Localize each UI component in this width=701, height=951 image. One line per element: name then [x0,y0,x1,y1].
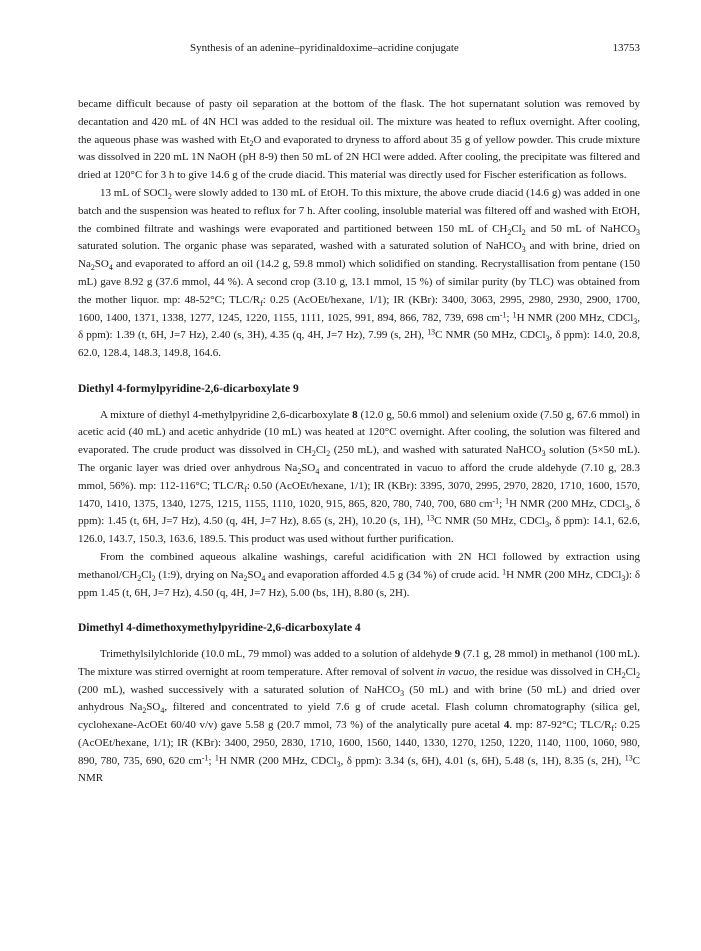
running-header [78,42,640,58]
paragraph-oxidation: A mixture of diethyl 4-methylpyridine 2,6-dicarboxylate 8 (12.0 g, 50.6 mmol) and selenium oxide (7.50 g, 67.6 mmol) in acetic acid (40 mL) and acetic anhydride (10 mL) was heated at 120°C overnight. After cooling, the solution was filtered and evaporated. The crude product was dissolved in $CH_2Cl_2$ (250 mL), and washed with saturated NaHCO$_3$ solution (5×50 mL). The organic layer was dried over anhydrous $Na_2SO_4$ and concentrated in vacuo to afford the crude aldehyde (7.10 g, 28.3 mmol, 56%). mp: 112-116°C; TLC/$R_f$: 0.50 (AcOEt/hexane, 1/1); IR (KBr): 3395, 3070, 2995, 2970, 2820, 1710, 1600, 1570, 1470, 1410, 1375, 1340, 1275, 1215, 1155, 1110, 1020, 915, 865, 820, 780, 740, 700, 680 $cm^{-1}$; $^1$H NMR (200 MHz, CDCl$_3$, δ ppm): 1.45 (t, 6H, J=7 Hz), 4.50 (q, 4H, J=7 Hz), 8.65 (s, 2H), 10.20 (s, 1H), $^{13}$C NMR (50 MHz, CDCl$_3$, δ ppm): 14.1, 62.6, 126.0, 143.7, 150.3, 163.6, 189.5. This product was used without further purification. [78,408,640,546]
section-heading-compound-9: Diethyl 4-formylpyridine-2,6-dicarboxylate 9 [78,382,299,395]
running-title: Synthesis of an adenine–pyridinaldoxime–acridine conjugate [190,42,459,54]
paragraph-diacid-workup: became difficult because of pasty oil separation at the bottom of the flask. The hot supernatant solution was removed by decantation and 420 mL of 4N HCl was added to the residual oil. The mixture was heated to reflux overnight. After cooling, the aqueous phase was washed with $Et_2O$ and evaporated to dryness to afford about 35 g of yellow powder. This crude mixture was dissolved in 220 mL 1N NaOH (pH 8-9) then 50 mL of 2N HCl were added. After cooling, the precipitate was filtered and dried at 120°C for 3 h to give 14.6 g of the crude diacid. This material was directly used for Fischer esterification as follows. [78,98,640,182]
paragraph-acid-recovery: From the combined aqueous alkaline washings, careful acidification with 2N HCl followed by extraction using methanol/$CH_2Cl_2$ (1:9), drying on $Na_2SO_4$ and evaporation afforded 4.5 g (34 %) of crude acid. $^1$H NMR (200 MHz, CDCl$_3$): δ ppm 1.45 (t, 6H, J=7 Hz), 4.50 (q, 4H, J=7 Hz), 5.00 (bs, 1H), 8.80 (s, 2H). [78,550,641,599]
page-number: 13753 [612,42,640,54]
paragraph-acetalization: Trimethylsilylchloride (10.0 mL, 79 mmol) was added to a solution of aldehyde 9 (7.1 g, 28 mmol) in methanol (100 mL). The mixture was stirred overnight at room temperature. After removal of solvent in vacuo, the residue was dissolved in $CH_2Cl_2$ (200 mL), washed successively with a saturated solution of NaHCO$_3$ (50 mL) and with brine (50 mL) and dried over anhydrous $Na_2SO_4$, filtered and concentrated to yield 7.6 g of crude acetal. Flash column chromatography (silica gel, cyclohexane-AcOEt 60/40 v/v) gave 5.58 g (20.7 mmol, 73 %) of the analytically pure acetal 4. mp: 87-92°C; TLC/$R_f$: 0.25 (AcOEt/hexane, 1/1); IR (KBr): 3400, 2950, 2830, 1710, 1600, 1560, 1440, 1330, 1270, 1250, 1220, 1140, 1100, 1060, 980, 890, 780, 735, 690, 620 $cm^{-1}$; $^1$H NMR (200 MHz, CDCl$_3$, δ ppm): 3.34 (s, 6H), 4.01 (s, 6H), 5.48 (s, 1H), 8.35 (s, 2H), $^{13}$C NMR [78,647,641,785]
section-heading-compound-4: Dimethyl 4-dimethoxymethylpyridine-2,6-dicarboxylate 4 [78,622,361,635]
paragraph-esterification: 13 mL of SOCl$_2$ were slowly added to 130 mL of EtOH. To this mixture, the above crude diacid (14.6 g) was added in one batch and the suspension was heated to reflux for 7 h. After cooling, insoluble material was filtered off and washed with EtOH, the combined filtrate and washings were evaporated and partitioned between 150 mL of $CH_2Cl_2$ and 50 mL of NaHCO$_3$ saturated solution. The organic phase was separated, washed with a saturated solution of NaHCO$_3$ and with brine, dried on $Na_2SO_4$ and evaporated to afford an oil (14.2 g, 59.8 mmol) which solidified on standing. Recrystallisation from pentane (150 mL) gave 8.92 g (37.6 mmol, 44 %). A second crop (3.10 g, 13.1 mmol, 15 %) of similar purity (by TLC) was obtained from the mother liquor. mp: 48-52°C; TLC/$R_f$: 0.25 (AcOEt/hexane, 1/1); IR (KBr): 3400, 3063, 2995, 2980, 2930, 2900, 1700, 1600, 1400, 1371, 1338, 1277, 1245, 1220, 1155, 1111, 1025, 991, 894, 866, 782, 739, 698 $cm^{-1}$; $^1$H NMR (200 MHz, CDCl$_3$, δ ppm): 1.39 (t, 6H, J=7 Hz), 2.40 (s, 3H), 4.35 (q, 4H, J=7 Hz), 7.99 (s, 2H), $^{13}$C NMR (50 MHz, CDCl$_3$, δ ppm): 14.0, 20.8, 62.0, 128.4, 148.3, 149.8, 164.6. [78,186,641,360]
article-body [78,96,640,788]
